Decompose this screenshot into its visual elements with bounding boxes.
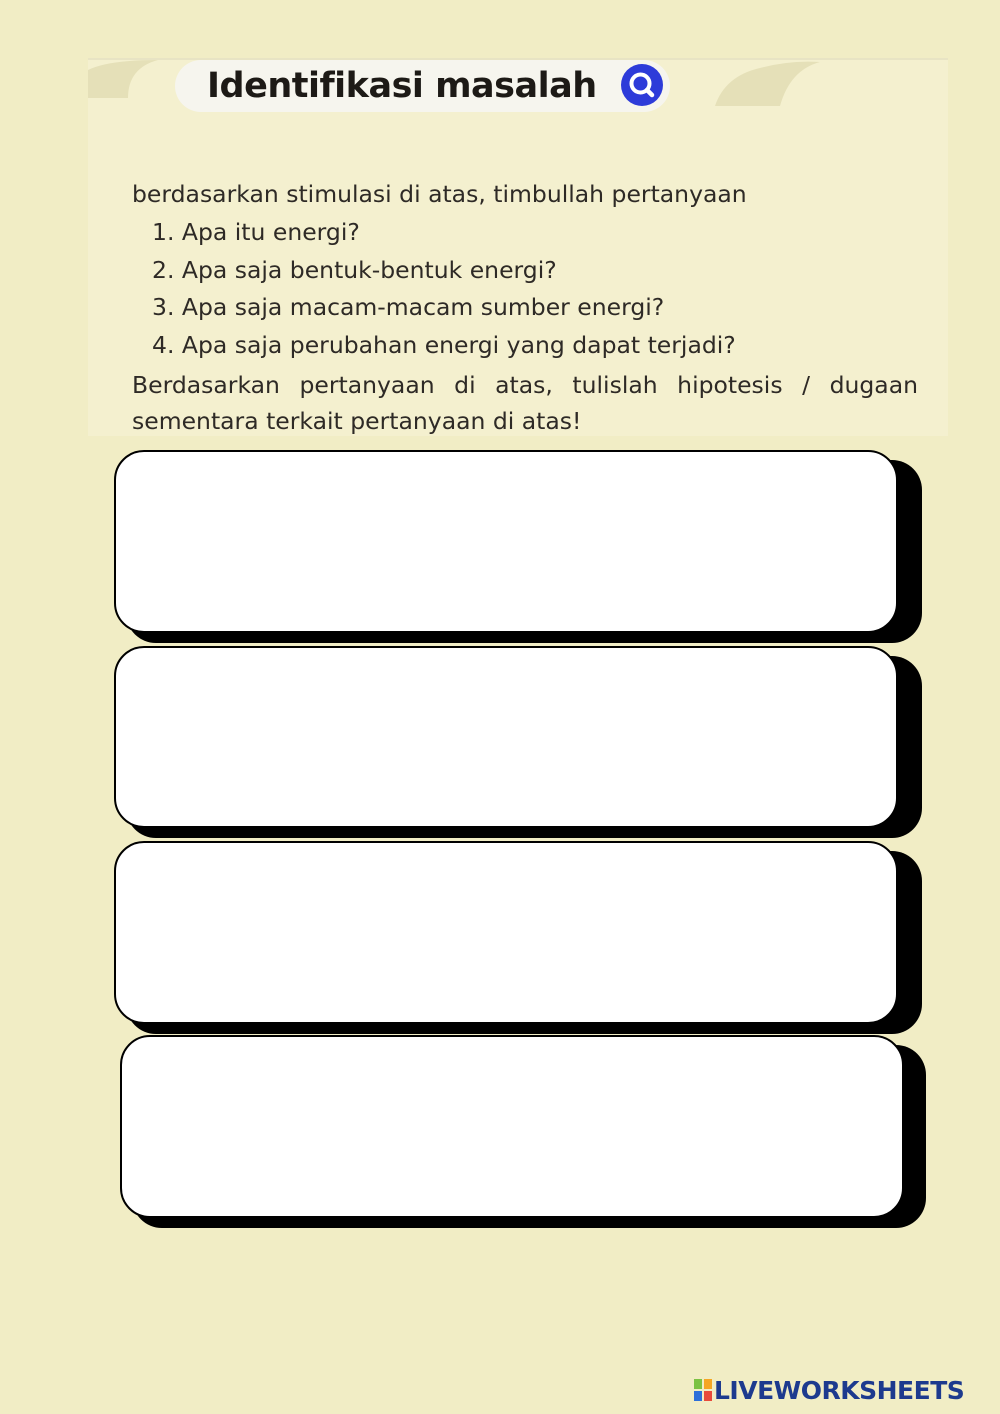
search-icon <box>620 63 664 107</box>
logo-mark-icon <box>694 1379 712 1401</box>
liveworksheets-logo <box>694 1374 964 1406</box>
instruction-text: Berdasarkan pertanyaan di atas, tulislah hipotesis / dugaan sementara terkait pertanyaan di atas! <box>132 371 918 435</box>
answer-box-3[interactable] <box>114 841 898 1024</box>
decorative-arc-right <box>715 58 825 108</box>
page-title: Identifikasi masalah <box>207 66 597 106</box>
question-item: 4. Apa saja perubahan energi yang dapat terjadi? <box>152 331 736 359</box>
question-item: 2. Apa saja bentuk-bentuk energi? <box>152 256 557 284</box>
question-item: 1. Apa itu energi? <box>152 218 360 246</box>
logo-text: LIVEWORKSHEETS <box>714 1375 965 1405</box>
answer-box-4[interactable] <box>120 1035 904 1218</box>
question-item: 3. Apa saja macam-macam sumber energi? <box>152 293 665 321</box>
intro-text: berdasarkan stimulasi di atas, timbullah pertanyaan <box>132 180 747 208</box>
decorative-arc-left <box>88 58 168 103</box>
answer-box-2[interactable] <box>114 646 898 828</box>
answer-box-1[interactable] <box>114 450 898 633</box>
